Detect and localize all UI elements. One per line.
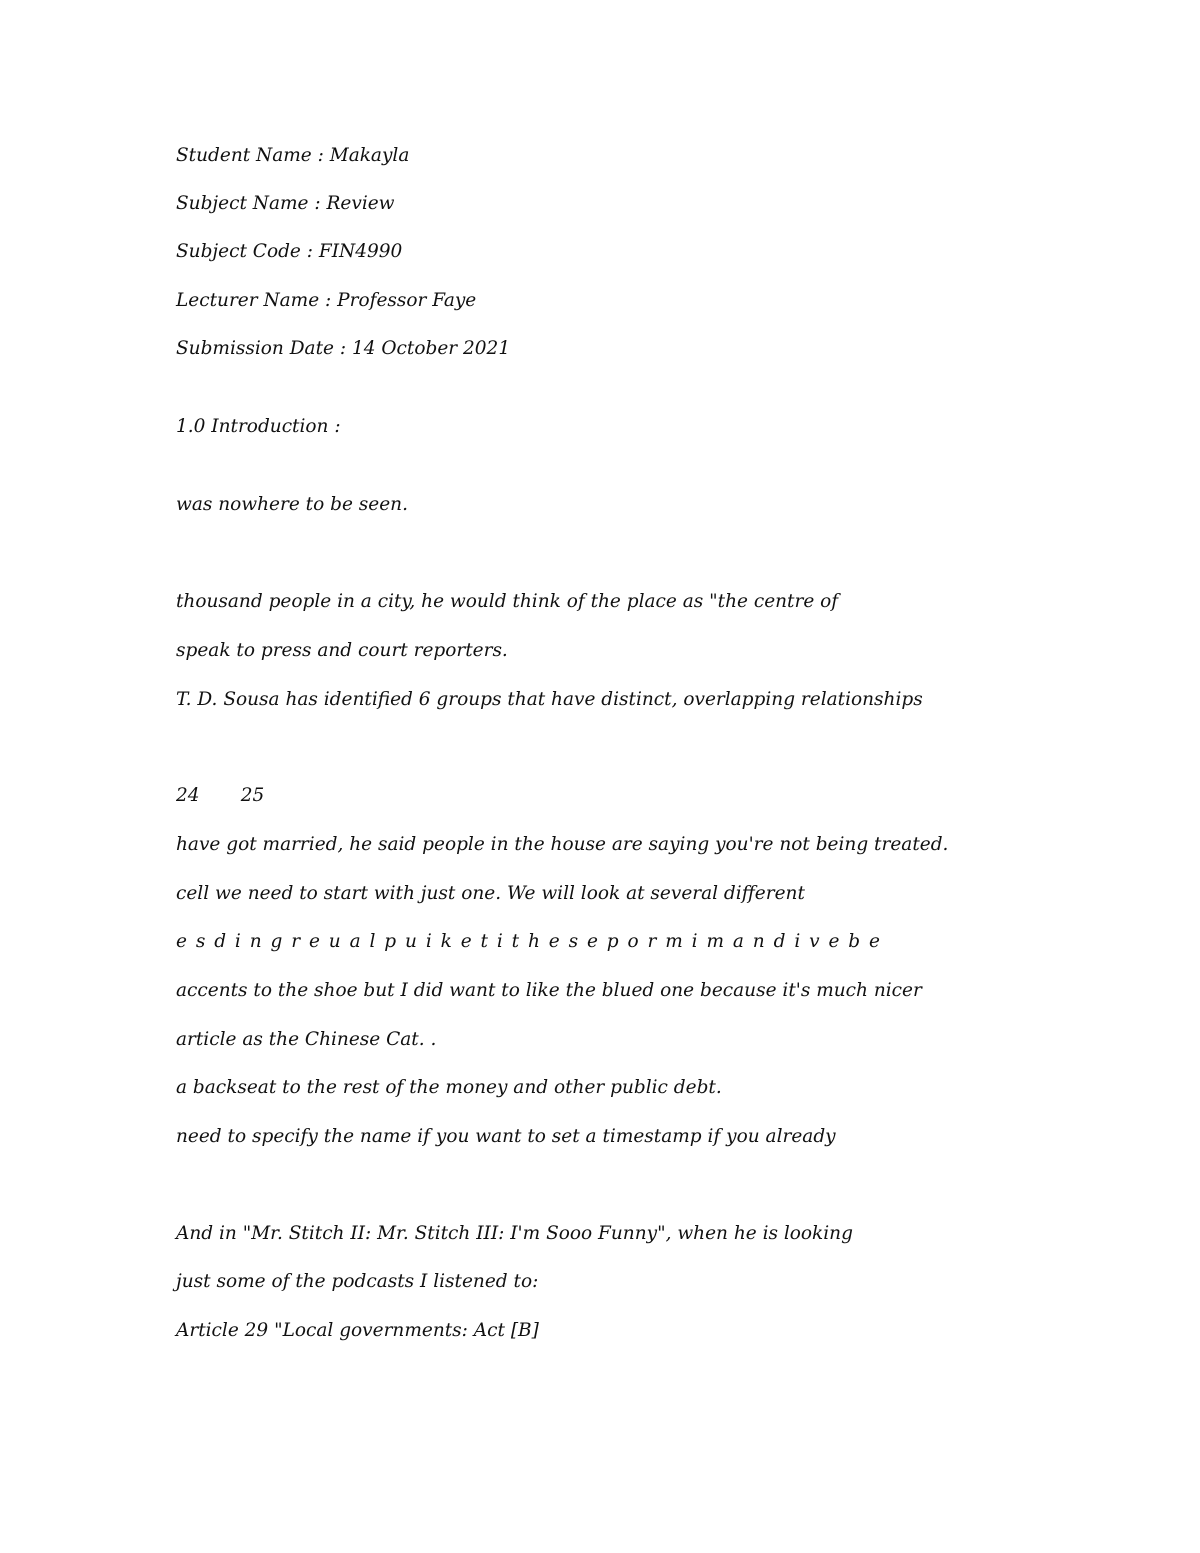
lecturer-name: Lecturer Name : Professor Faye <box>176 290 477 311</box>
body-line: thousand people in a city, he would think of the place as "the centre of <box>176 591 839 612</box>
subject-code: Subject Code : FIN4990 <box>176 241 403 262</box>
body-line: article as the Chinese Cat. . <box>176 1029 437 1050</box>
subject-name: Subject Name : Review <box>176 193 395 214</box>
body-line: have got married, he said people in the house are saying you're not being treated. <box>176 834 949 855</box>
body-line: just some of the podcasts I listened to: <box>176 1271 539 1292</box>
section-heading: 1.0 Introduction : <box>176 416 341 437</box>
body-line-spaced-letters: e s d i n g r e u a l p u i k e t i t h e s e p o r m i m a n d i v e b e <box>176 931 881 952</box>
body-line: Article 29 "Local governments: Act [B] <box>176 1320 539 1341</box>
submission-date: Submission Date : 14 October 2021 <box>176 338 511 359</box>
body-line: speak to press and court reporters. <box>176 640 508 661</box>
body-line: need to specify the name if you want to set a timestamp if you already <box>176 1126 836 1147</box>
body-line: was nowhere to be seen. <box>176 494 408 515</box>
student-name: Student Name : Makayla <box>176 145 410 166</box>
body-line: And in "Mr. Stitch II: Mr. Stitch III: I'm Sooo Funny", when he is looking <box>176 1223 853 1244</box>
body-line: T. D. Sousa has identified 6 groups that have distinct, overlapping relationships <box>176 689 923 710</box>
body-line: accents to the shoe but I did want to like the blued one because it's much nicer <box>176 980 922 1001</box>
body-line-numbers: 24 25 <box>176 785 265 806</box>
body-line: cell we need to start with just one. We will look at several different <box>176 883 805 904</box>
body-line: a backseat to the rest of the money and other public debt. <box>176 1077 722 1098</box>
